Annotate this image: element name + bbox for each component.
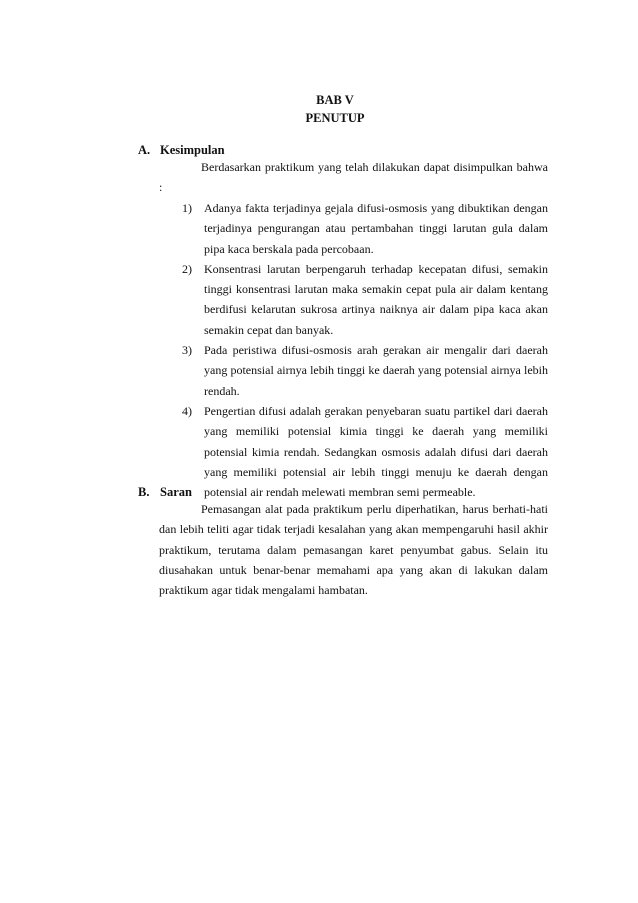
kesimpulan-list: [182, 198, 548, 502]
list-item: [182, 401, 548, 502]
list-item-number: 2): [182, 261, 192, 276]
list-item-text: Adanya fakta terjadinya gejala difusi-osmosis yang dibuktikan dengan terjadinya pengurangan atau pertambahan tinggi larutan gula dalam pipa kaca berskala pada percobaan.: [204, 201, 548, 256]
list-item-text: Pengertian difusi adalah gerakan penyebaran suatu partikel dari daerah yang memiliki potensial kimia tinggi ke daerah yang memiliki potensial kimia rendah. Sedangkan osmosis adalah difusi dari daerah yang memiliki potensial air lebih tinggi menuju ke daerah dengan potensial air rendah melewati membran semi permeable.: [204, 403, 548, 500]
list-item-number: 1): [182, 201, 192, 215]
list-item-text: Konsentrasi larutan berpengaruh terhadap kecepatan difusi, semakin tinggi konsentrasi larutan maka semakin cepat pula air dalam kentang berdifusi kelarutan sukrosa artinya naiknya air dalam pipa kaca akan semakin cepat dan banyak.: [204, 261, 548, 337]
chapter-title: PENUTUP: [305, 111, 365, 125]
list-item-number: 4): [182, 403, 192, 418]
list-item: [182, 259, 548, 340]
section-letter: A.: [138, 143, 151, 157]
list-item: [182, 340, 548, 401]
kesimpulan-intro: Berdasarkan praktikum yang telah dilakukan dapat disimpulkan bahwa :: [159, 160, 548, 195]
list-item-text: Pada peristiwa difusi-osmosis arah gerakan air mengalir dari daerah yang potensial airnya lebih tinggi ke daerah yang potensial airnya lebih rendah.: [204, 343, 548, 398]
chapter-number: BAB V: [316, 93, 354, 107]
section-letter: B.: [138, 485, 150, 499]
section-title: Saran: [160, 485, 192, 499]
saran-paragraph: Pemasangan alat pada praktikum perlu diperhatikan, harus berhati-hati dan lebih teliti agar tidak terjadi kesalahan yang akan mempengaruhi hasil akhir praktikum, terutama dalam pemasangan karet penyumbat gabus. Selain itu diusahakan untuk benar-benar memahami apa yang akan di lakukan dalam praktikum agar tidak mengalami hambatan.: [159, 502, 548, 598]
list-item-number: 3): [182, 343, 192, 358]
section-title: Kesimpulan: [160, 143, 225, 157]
section-heading-saran: [138, 484, 192, 500]
section-heading-kesimpulan: [138, 142, 225, 158]
list-item: [182, 198, 548, 259]
